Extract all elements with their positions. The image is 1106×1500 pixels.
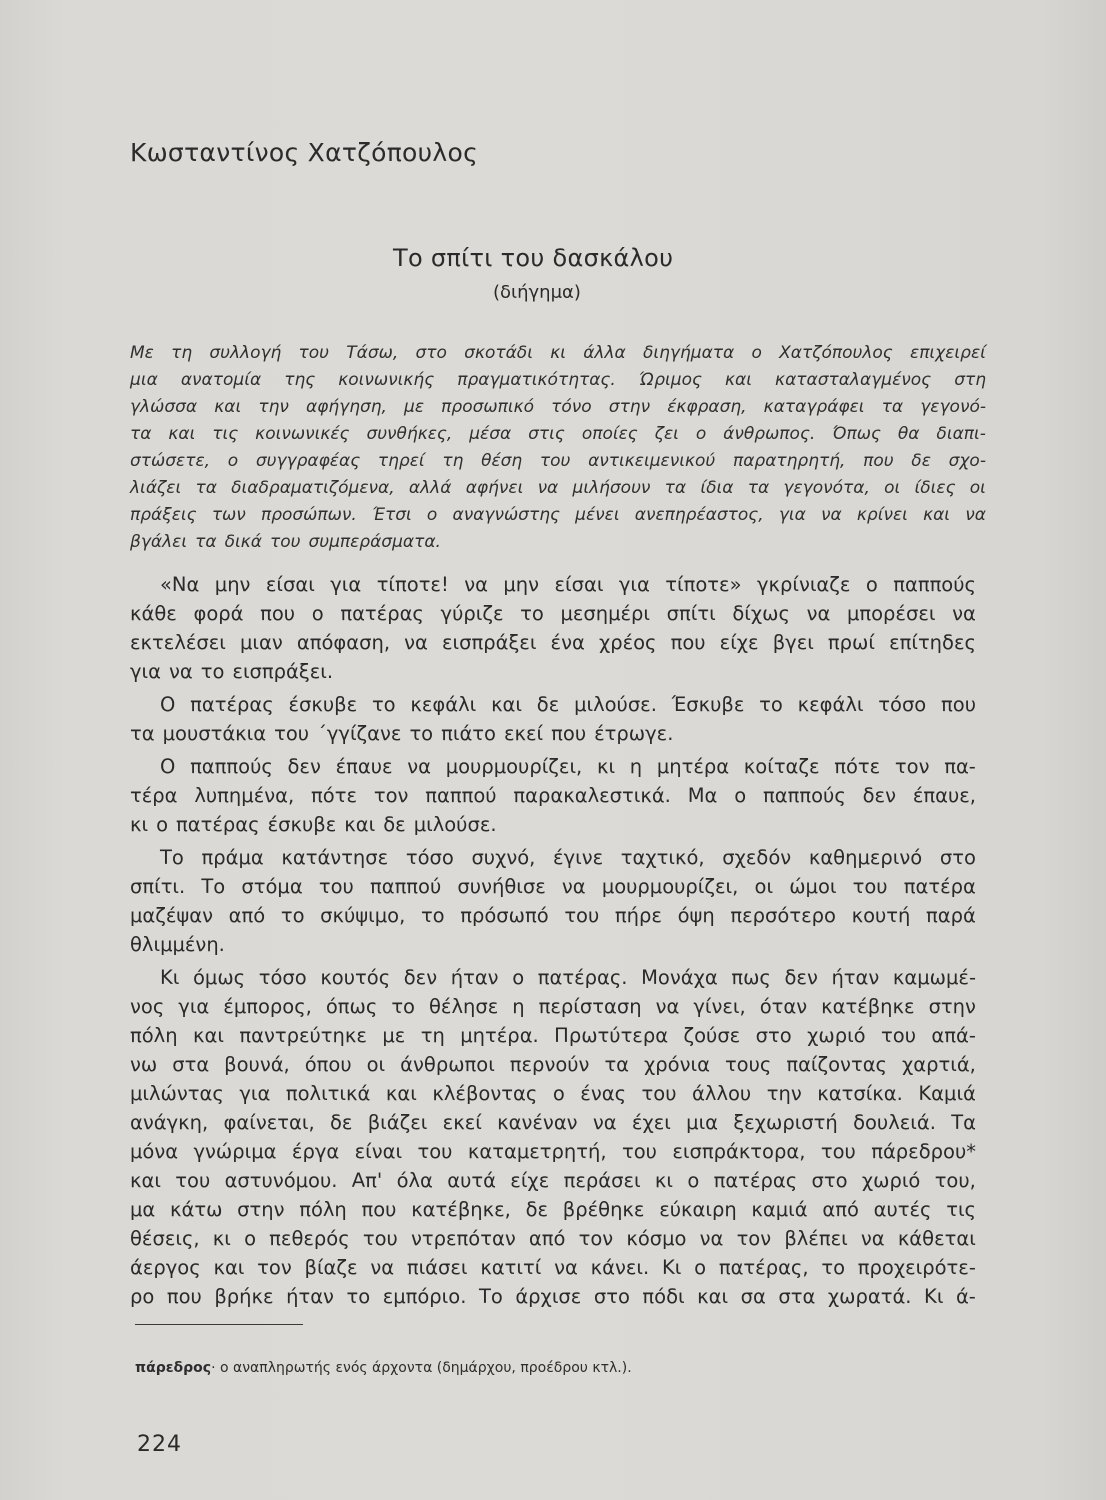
- intro-line: λιάζει τα διαδραματιζόμενα, αλλά αφήνει να μιλήσουν τα ίδια τα γεγονότα, οι ίδιες οι: [130, 478, 986, 498]
- body-line: ρο που βρήκε ήταν το εμπόριο. Το άρχισε στο πόδι και σα στα χωρατά. Κι ά-: [130, 1285, 976, 1308]
- body-line: θλιμμένη.: [130, 933, 225, 956]
- body-line: θέσεις, κι ο πεθερός του ντρεπόταν από τον κόσμο να τον βλέπει να κάθεται: [130, 1227, 976, 1250]
- footnote-definition: · ο αναπληρωτής ενός άρχοντα (δημάρχου, προέδρου κτλ.).: [211, 1360, 632, 1376]
- body-line: εκτελέσει μιαν απόφαση, να εισπράξει ένα χρέος που είχε βγει πρωί επίτηδες: [130, 631, 976, 654]
- intro-line: Με τη συλλογή του Τάσω, στο σκοτάδι κι άλλα διηγήματα ο Χατζόπουλος επιχειρεί: [130, 343, 986, 363]
- body-line: Ο παππούς δεν έπαυε να μουρμουρίζει, κι η μητέρα κοίταζε πότε τον πα-: [160, 755, 976, 778]
- intro-line: γλώσσα και την αφήγηση, με προσωπικό τόνο στην έκφραση, καταγράφει τα γεγονό-: [130, 397, 986, 417]
- intro-line: τα και τις κοινωνικές συνθήκες, μέσα στις οποίες ζει ο άνθρωπος. Όπως θα διαπι-: [130, 424, 986, 444]
- body-line: σπίτι. Το στόμα του παππού συνήθισε να μουρμουρίζει, οι ώμοι του πατέρα: [130, 875, 976, 898]
- author-name: Κωσταντίνος Χατζόπουλος: [130, 138, 479, 167]
- body-line: κάθε φορά που ο πατέρας γύριζε το μεσημέρι σπίτι δίχως να μπορέσει να: [130, 602, 976, 625]
- body-line: Ο πατέρας έσκυβε το κεφάλι και δε μιλούσε. Έσκυβε το κεφάλι τόσο που: [160, 693, 976, 716]
- body-line: μαζέψαν από το σκύψιμο, το πρόσωπό του πήρε όψη περσότερο κουτή παρά: [130, 904, 976, 927]
- footnote-term: πάρεδρος: [135, 1360, 212, 1376]
- page-number: 224: [137, 1432, 182, 1457]
- story-title: Το σπίτι του δασκάλου: [393, 244, 674, 272]
- body-line: και του αστυνόμου. Απ' όλα αυτά είχε περάσει κι ο πατέρας στο χωριό του,: [130, 1169, 976, 1192]
- body-line: πόλη και παντρεύτηκε με τη μητέρα. Πρωτύτερα ζούσε στο χωριό του απά-: [130, 1024, 976, 1047]
- body-line: Κι όμως τόσο κουτός δεν ήταν ο πατέρας. Μονάχα πως δεν ήταν καμωμέ-: [160, 966, 976, 989]
- body-line: νω στα βουνά, όπου οι άνθρωποι περνούν τα χρόνια τους παίζοντας χαρτιά,: [130, 1053, 976, 1076]
- body-line: κι ο πατέρας έσκυβε και δε μιλούσε.: [130, 813, 497, 836]
- body-line: Το πράμα κατάντησε τόσο συχνό, έγινε ταχτικό, σχεδόν καθημερινό στο: [160, 846, 976, 869]
- body-line: μα κάτω στην πόλη που κατέβηκε, δε βρέθηκε εύκαιρη καμιά από αυτές τις: [130, 1198, 976, 1221]
- story-genre: (διήγημα): [493, 282, 581, 303]
- body-line: για να το εισπράξει.: [130, 660, 334, 683]
- intro-line: στώσετε, ο συγγραφέας τηρεί τη θέση του αντικειμενικού παρατηρητή, που δε σχο-: [130, 451, 986, 471]
- body-line: τα μουστάκια του ΄γγίζανε το πιάτο εκεί που έτρωγε.: [130, 722, 674, 745]
- body-line: τέρα λυπημένα, πότε τον παππού παρακαλεστικά. Μα ο παππούς δεν έπαυε,: [130, 784, 976, 807]
- intro-line: πράξεις των προσώπων. Έτσι ο αναγνώστης μένει ανεπηρέαστος, για να κρίνει και να: [130, 505, 986, 525]
- body-line: μιλώντας για πολιτικά και κλέβοντας ο ένας του άλλου την κατσίκα. Καμιά: [130, 1082, 976, 1105]
- intro-line: μια ανατομία της κοινωνικής πραγματικότητας. Ώριμος και κατασταλαγμένος στη: [130, 370, 986, 390]
- body-line: άεργος και τον βίαζε να πιάσει κατιτί να κάνει. Κι ο πατέρας, το προχειρότε-: [130, 1256, 976, 1279]
- body-line: «Να μην είσαι για τίποτε! να μην είσαι για τίποτε» γκρίνιαζε ο παππούς: [160, 573, 976, 596]
- intro-line: βγάλει τα δικά του συμπεράσματα.: [130, 532, 441, 552]
- footnote: [135, 1360, 632, 1376]
- body-line: ανάγκη, φαίνεται, δε βιάζει εκεί κανέναν να έχει μια ξεχωριστή δουλειά. Τα: [130, 1111, 976, 1134]
- body-line: μόνα γνώριμα έργα είναι του καταμετρητή, του εισπράκτορα, του πάρεδρου*: [130, 1140, 976, 1163]
- footnote-divider: [135, 1324, 303, 1325]
- body-line: νος για έμπορος, όπως το θέλησε η περίσταση να γίνει, όταν κατέβηκε στην: [130, 995, 976, 1018]
